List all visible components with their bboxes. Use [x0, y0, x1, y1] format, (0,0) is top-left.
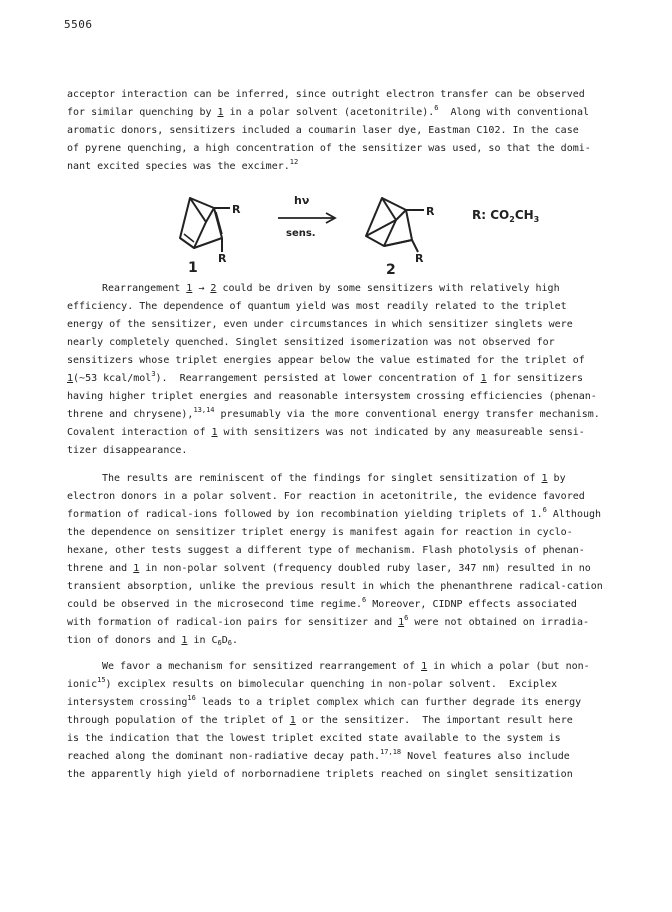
text-line: the dependence on sensitizer triplet energy is manifest again for reaction in cyclo- [67, 527, 573, 538]
reaction-scheme [160, 186, 560, 276]
compound-1-label: 1 [188, 260, 198, 276]
paragraph-4 [67, 658, 607, 784]
text-line: acceptor interaction can be inferred, since outright electron transfer can be observed [67, 89, 585, 100]
text-line: Rearrangement 1 → 2 could be driven by some sensitizers with relatively high [102, 283, 560, 294]
substituent-r-1b: R [218, 252, 227, 265]
compound-2-label: 2 [386, 262, 396, 276]
text-line: reached along the dominant non-radiative decay path.$^{17,18}$ Novel features also include [67, 748, 570, 762]
text-line: is the indication that the lowest triplet excited state available to the system is [67, 733, 561, 744]
arrow-label-sens: sens. [286, 228, 316, 239]
paragraph-3 [67, 470, 607, 650]
r-definition: R: $CO_2CH_3$ [472, 208, 540, 224]
norbornadiene-structure [180, 198, 230, 252]
text-line: threne and chrysene),$^{13,14}$ presumably via the more conventional energy transfer mechanism. [67, 406, 600, 420]
reaction-arrow-icon [278, 213, 335, 223]
text-line: threne and 1 in non-polar solvent (frequency doubled ruby laser, 347 nm) resulted in no [67, 563, 591, 574]
text-line: for similar quenching by 1 in a polar solvent (acetonitrile).$^6$ Along with conventional [67, 104, 589, 118]
substituent-r-2a: R [426, 205, 435, 218]
text-line: efficiency. The dependence of quantum yield was most readily related to the triplet [67, 301, 567, 312]
text-line: We favor a mechanism for sensitized rearrangement of 1 in which a polar (but non- [102, 661, 590, 672]
text-line: aromatic donors, sensitizers included a coumarin laser dye, Eastman C102. In the case [67, 125, 579, 136]
text-line: of pyrene quenching, a high concentration of the sensitizer was used, so that the domi- [67, 143, 591, 154]
text-line: transient absorption, unlike the previous result in which the phenanthrene radical-cation [67, 581, 603, 592]
text-line: The results are reminiscent of the findings for singlet sensitization of 1 by [102, 473, 566, 484]
text-line: the apparently high yield of norbornadiene triplets reached on singlet sensitization [67, 769, 573, 780]
text-line: nant excited species was the excimer.$^{12}$ [67, 158, 299, 172]
text-line: sensitizers whose triplet energies appear below the value estimated for the triplet of [67, 355, 585, 366]
text-line: ionic$^{15}$) exciplex results on bimolecular quenching in non-polar solvent. Exciplex [67, 676, 558, 690]
text-line: tion of donors and 1 in $C_6D_6$. [67, 635, 239, 647]
quadricyclane-structure [366, 198, 424, 252]
text-line: formation of radical-ions followed by ion recombination yielding triplets of 1.$^6$ Although [67, 506, 602, 520]
text-line: tizer disappearance. [67, 445, 188, 456]
paragraph-1 [67, 86, 607, 176]
substituent-r-2b: R [415, 252, 424, 265]
text-line: intersystem crossing$^{16}$ leads to a triplet complex which can further degrade its energy [67, 694, 582, 708]
text-line: nearly completely quenched. Singlet sensitized isomerization was not observed for [67, 337, 555, 348]
text-line: with formation of radical-ion pairs for sensitizer and $1^6$ were not obtained on irradia- [67, 614, 590, 628]
substituent-r-1a: R [232, 203, 241, 216]
page-number: 5506 [64, 18, 93, 31]
paragraph-2 [67, 280, 607, 460]
text-line: Covalent interaction of 1 with sensitizers was not indicated by any measureable sensi- [67, 427, 585, 438]
arrow-label-hv: hν [294, 194, 310, 207]
text-line: electron donors in a polar solvent. For reaction in acetonitrile, the evidence favored [67, 491, 585, 502]
text-line: hexane, other tests suggest a different type of mechanism. Flash photolysis of phenan- [67, 545, 585, 556]
text-line: could be observed in the microsecond time regime.$^6$ Moreover, CIDNP effects associated [67, 596, 577, 610]
text-line: through population of the triplet of 1 or the sensitizer. The important result here [67, 715, 573, 726]
text-line: having higher triplet energies and reasonable intersystem crossing efficiencies (phenan- [67, 391, 597, 402]
text-line: energy of the sensitizer, even under circumstances in which sensitizer singlets were [67, 319, 573, 330]
text-line: 1(~53 kcal/mol$^3$). Rearrangement persisted at lower concentration of 1 for sensitizers [67, 370, 583, 384]
